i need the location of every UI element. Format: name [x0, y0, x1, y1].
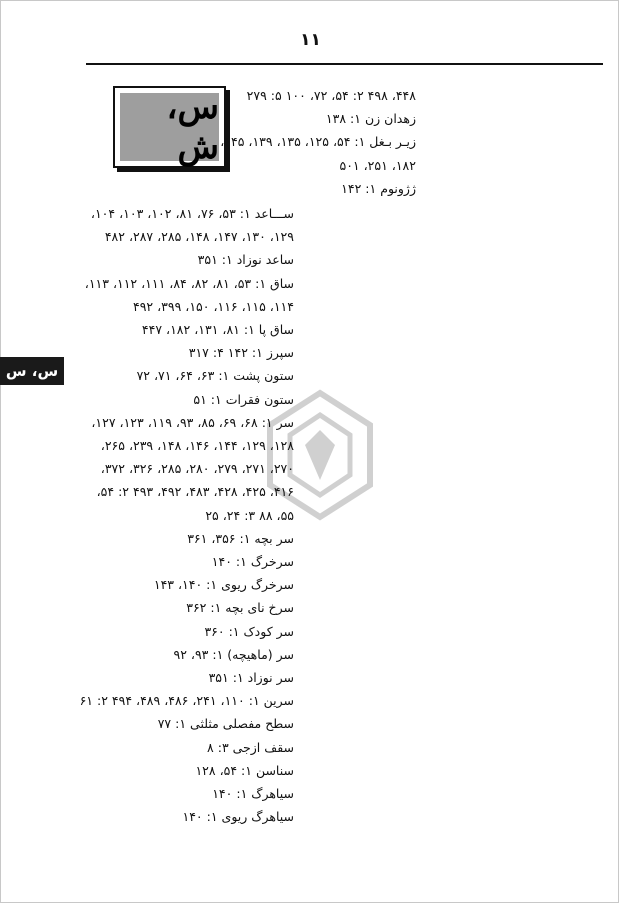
index-entry: سقف ازجی ۳: ۸ [207, 739, 294, 755]
index-entry: سپرز ۱: ۱۴۲ ۴: ۳۱۷ [188, 345, 294, 361]
index-entry: ۲۷۰، ۲۷۱، ۲۷۹، ۲۸۰، ۲۸۵، ۳۲۶، ۳۷۲، [100, 461, 294, 477]
index-entry: ۱۲۹، ۱۳۰، ۱۴۷، ۱۴۸، ۲۸۵، ۲۸۷، ۴۸۲ [104, 229, 294, 245]
index-entry: سر بچه ۱: ۳۵۶، ۳۶۱ [187, 530, 294, 546]
index-entry: ستون فقرات ۱: ۵۱ [193, 391, 294, 407]
index-entry: سناسن ۱: ۵۴، ۱۲۸ [195, 762, 294, 778]
index-entry: ۴۴۸، ۴۹۸ ۲: ۵۴، ۷۲، ۱۰۰ ۵: ۲۷۹ [246, 88, 416, 103]
page-number: ۱۱ [300, 30, 321, 50]
index-entry: سیاهرگ ریوی ۱: ۱۴۰ [182, 809, 294, 825]
index-entry: ســـاعد ۱: ۵۳، ۷۶، ۸۱، ۱۰۲، ۱۰۳، ۱۰۴، [90, 206, 294, 221]
index-entry: سیاهرگ ۱: ۱۴۰ [212, 786, 294, 802]
index-entry: سرخ نای بچه ۱: ۳۶۲ [186, 600, 294, 616]
index-column-left [80, 202, 294, 828]
index-entry: سر (ماهیچه) ۱: ۹۳، ۹۲ [173, 646, 294, 662]
section-thumb-tab[interactable]: س، س [0, 357, 64, 385]
index-entry: زهدان زن ۱: ۱۳۸ [325, 111, 416, 127]
index-entry: ساق پا ۱: ۸۱، ۱۳۱، ۱۸۲، ۴۴۷ [141, 322, 294, 338]
index-entry: زیـر بـغل ۱: ۵۴، ۱۲۵، ۱۳۵، ۱۳۹، ۱۴۵، [220, 134, 416, 150]
index-entry: سر نوزاد ۱: ۳۵۱ [208, 670, 294, 686]
index-entry: ۴۱۶، ۴۲۵، ۴۲۸، ۴۸۳، ۴۹۲، ۴۹۳ ۲: ۵۴، [96, 484, 294, 500]
index-entry: ساق ۱: ۵۳، ۸۱، ۸۲، ۸۴، ۱۱۱، ۱۱۲، ۱۱۳، [84, 275, 294, 291]
index-column-right [220, 84, 416, 200]
section-heading: س، ش [120, 93, 219, 161]
index-entry: ژژونوم ۱: ۱۴۲ [341, 180, 416, 196]
index-entry: سرین ۱: ۱۱۰، ۲۴۱، ۴۸۶، ۴۸۹، ۴۹۴ ۲: ۶۱ [79, 693, 294, 709]
index-entry: سرخرگ ریوی ۱: ۱۴۰، ۱۴۳ [153, 577, 294, 593]
index-entry: ۱۲۸، ۱۲۹، ۱۴۴، ۱۴۶، ۱۴۸، ۲۳۹، ۲۶۵، [100, 438, 294, 454]
index-entry: سطح مفصلی مثلثی ۱: ۷۷ [157, 716, 294, 732]
index-entry: ستون پشت ۱: ۶۳، ۶۴، ۷۱، ۷۲ [136, 368, 294, 384]
index-entry: سر ۱: ۶۸، ۶۹، ۸۵، ۹۳، ۱۱۹، ۱۲۳، ۱۲۷، [91, 414, 294, 430]
header-rule [86, 63, 603, 65]
index-entry: سرخرگ ۱: ۱۴۰ [211, 554, 294, 570]
index-entry: ۱۸۲، ۲۵۱، ۵۰۱ [339, 157, 416, 173]
index-entry: ۵۵، ۸۸ ۳: ۲۴، ۲۵ [205, 507, 294, 523]
index-entry: سر کودک ۱: ۳۶۰ [204, 623, 294, 639]
index-entry: ۱۱۴، ۱۱۵، ۱۱۶، ۱۵۰، ۳۹۹، ۴۹۲ [132, 298, 294, 314]
section-heading-box [113, 86, 226, 168]
index-entry: ساعد نوزاد ۱: ۳۵۱ [197, 252, 294, 268]
